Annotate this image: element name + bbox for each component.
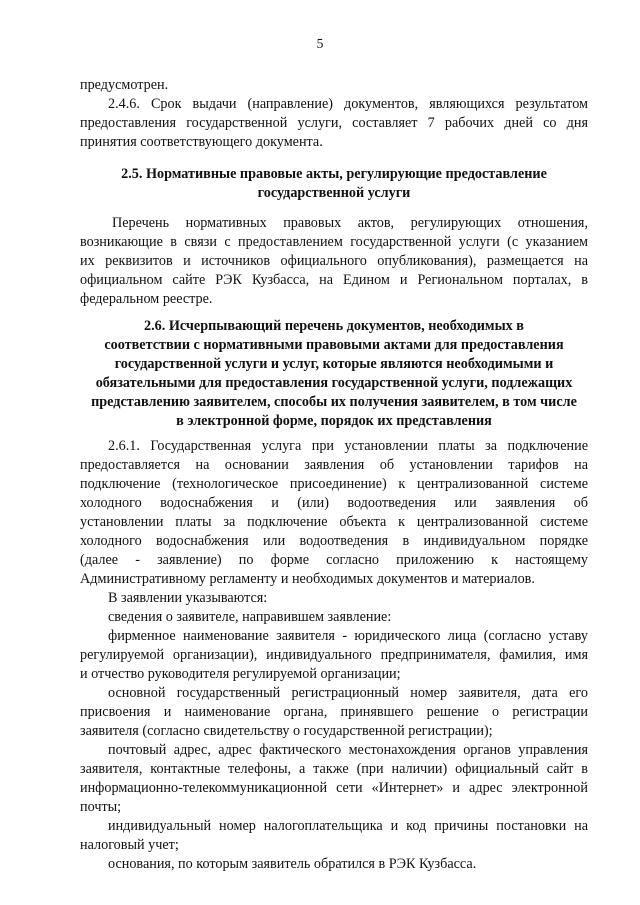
heading-line: 2.5. Нормативные правовые акты, регулирующие предоставление bbox=[121, 166, 547, 182]
list-item-grounds bbox=[80, 855, 588, 874]
text-line: официальном сайте РЭК Кузбасса, на Едином и Региональном порталах, в bbox=[80, 272, 588, 288]
text-line: почтовый адрес, адрес фактического местонахождения органов управления bbox=[108, 742, 588, 758]
heading-line: в электронной форме, порядок их представления bbox=[176, 413, 492, 429]
list-item-name bbox=[80, 627, 588, 684]
text-line: основной государственный регистрационный номер заявителя, дата его bbox=[108, 685, 588, 701]
text-line: Административному регламенту и необходимых документов и материалов. bbox=[80, 571, 535, 587]
text-line: регулируемой организации), индивидуального предпринимателя, фамилия, имя bbox=[80, 647, 588, 663]
text-line: их реквизитов и источников официального опубликования), размещается на bbox=[80, 253, 588, 269]
text-line: предоставления государственной услуги, составляет 7 рабочих дней со дня bbox=[80, 115, 588, 131]
text-line: холодного водоснабжения и (или) водоотведения или заявления об bbox=[80, 495, 588, 511]
text-line: 2.4.6. Срок выдачи (направление) документов, являющихся результатом bbox=[108, 96, 588, 112]
heading-line: представлению заявителем, способы их получения заявителем, в том числе bbox=[91, 394, 577, 410]
list-item-ogrn bbox=[80, 684, 588, 741]
text-line: основания, по которым заявитель обратился в РЭК Кузбасса. bbox=[108, 856, 477, 872]
text-line: предусмотрен. bbox=[80, 77, 169, 93]
heading-line: государственной услуги bbox=[257, 185, 411, 201]
text-line: предоставляется на основании заявления об установлении тарифов на bbox=[80, 457, 588, 473]
section-heading-2-5 bbox=[80, 165, 588, 203]
heading-line: 2.6. Исчерпывающий перечень документов, необходимых в bbox=[144, 318, 524, 334]
paragraph-2-4-6 bbox=[80, 76, 588, 152]
heading-line: обязательными для предоставления государственной услуги, подлежащих bbox=[95, 375, 573, 391]
text-line: присвоения и наименование органа, принявшего решение о регистрации bbox=[80, 704, 588, 720]
list-item-address bbox=[80, 741, 588, 817]
list-item-inn bbox=[80, 817, 588, 855]
text-line: сведения о заявителе, направившем заявление: bbox=[108, 609, 392, 625]
text-line: и отчество руководителя регулируемой организации; bbox=[80, 666, 401, 682]
text-line: индивидуальный номер налогоплательщика и код причины постановки на bbox=[108, 818, 588, 834]
text-line: (далее - заявление) по форме согласно приложению к настоящему bbox=[80, 552, 588, 568]
text-line: фирменное наименование заявителя - юридического лица (согласно уставу bbox=[108, 628, 588, 644]
heading-line: государственной услуги и услуг, которые являются необходимыми и bbox=[114, 356, 554, 372]
text-line: федеральном реестре. bbox=[80, 291, 213, 307]
list-intro bbox=[80, 589, 588, 627]
text-line: заявителя (согласно свидетельству о государственной регистрации); bbox=[80, 723, 493, 739]
text-line: заявителя, контактные телефоны, а также (при наличии) официальный сайт в bbox=[80, 761, 588, 777]
text-line: Перечень нормативных правовых актов, регулирующих отношения, bbox=[112, 215, 588, 231]
heading-line: соответствии с нормативными правовыми актами для предоставления bbox=[104, 337, 564, 353]
section-heading-2-6 bbox=[80, 317, 588, 431]
text-line: В заявлении указываются: bbox=[108, 590, 268, 606]
text-line: установлении платы за подключение объекта к централизованной системе bbox=[80, 514, 588, 530]
text-line: принятия соответствующего документа. bbox=[80, 134, 323, 150]
paragraph-2-5 bbox=[80, 214, 588, 309]
text-line: налоговый учет; bbox=[80, 837, 179, 853]
text-line: холодного водоснабжения или водоотведения в индивидуальном порядке bbox=[80, 533, 588, 549]
text-line: возникающие в связи с предоставлением государственной услуги (с указанием bbox=[80, 234, 588, 250]
text-line: 2.6.1. Государственная услуга при установлении платы за подключение bbox=[108, 438, 588, 454]
text-line: почты; bbox=[80, 799, 122, 815]
text-line: информационно-телекоммуникационной сети «Интернет» и адрес электронной bbox=[80, 780, 588, 796]
text-line: подключение (технологическое присоединение) к централизованной системе bbox=[80, 476, 588, 492]
paragraph-2-6-1 bbox=[80, 437, 588, 589]
page-number: 5 bbox=[316, 36, 324, 51]
